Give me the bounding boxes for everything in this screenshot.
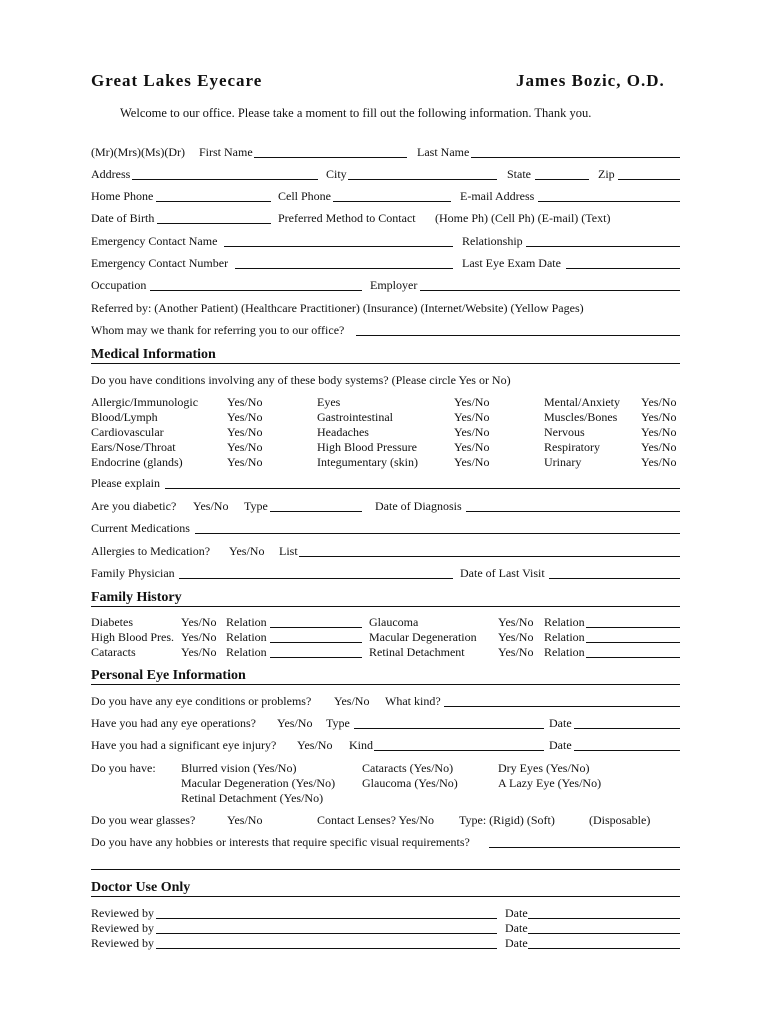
glasses-yes-no[interactable]: Yes/No [227,813,263,827]
operation-date-label: Date [549,716,572,730]
condition-label: Urinary [544,455,582,469]
address-field[interactable] [132,167,318,180]
relation-field[interactable] [270,630,362,643]
family-condition-label: Retinal Detachment [369,645,465,659]
condition-label: Ears/Nose/Throat [91,440,176,454]
state-field[interactable] [535,167,589,180]
injury-yes-no[interactable]: Yes/No [297,738,333,752]
family-yes-no[interactable]: Yes/No [498,630,534,644]
relation-field[interactable] [270,645,362,658]
condition-label: Allergic/Immunologic [91,395,199,409]
relation-field[interactable] [586,645,680,658]
condition-label: Blood/Lymph [91,410,158,424]
condition-label: Nervous [544,425,585,439]
review-date-field[interactable] [528,936,680,949]
occupation-field[interactable] [150,278,362,291]
relation-field[interactable] [270,615,362,628]
yes-no-option[interactable]: Yes/No [641,455,677,469]
family-condition-label: Glaucoma [369,615,419,629]
allergies-list-label: List [279,544,298,558]
cell-phone-field[interactable] [333,189,451,202]
reviewed-by-field[interactable] [156,921,497,934]
yes-no-option[interactable]: Yes/No [227,395,263,409]
family-condition-label: Diabetes [91,615,133,629]
diabetes-type-field[interactable] [270,499,362,512]
thank-referrer-label: Whom may we thank for referring you to our office? [91,323,345,337]
eye-condition-option[interactable]: Glaucoma (Yes/No) [362,776,458,790]
contacts-question[interactable]: Contact Lenses? Yes/No [317,813,434,827]
emergency-number-label: Emergency Contact Number [91,256,229,270]
family-condition-label: Cataracts [91,645,136,659]
diabetes-type-label: Type [244,499,268,513]
review-date-label: Date [505,921,528,935]
what-kind-field[interactable] [444,694,680,707]
doctor-name: James Bozic, O.D. [516,71,665,90]
dob-label: Date of Birth [91,211,155,225]
operations-label: Have you had any eye operations? [91,716,256,730]
email-field[interactable] [538,189,680,202]
condition-label: Headaches [317,425,369,439]
operation-date-field[interactable] [574,716,680,729]
operations-yes-no[interactable]: Yes/No [277,716,313,730]
thank-referrer-field[interactable] [356,323,680,336]
relation-field[interactable] [586,615,680,628]
first-name-field[interactable] [254,145,407,158]
glasses-label: Do you wear glasses? [91,813,196,827]
cell-phone-label: Cell Phone [278,189,331,203]
family-yes-no[interactable]: Yes/No [181,645,217,659]
relation-label: Relation [544,645,585,659]
condition-label: Mental/Anxiety [544,395,620,409]
employer-label: Employer [370,278,418,292]
yes-no-option[interactable]: Yes/No [454,440,490,454]
condition-label: Muscles/Bones [544,410,618,424]
relation-label: Relation [226,645,267,659]
eye-section-heading [91,667,680,685]
explain-label: Please explain [91,476,160,490]
zip-label: Zip [598,167,615,181]
injury-label: Have you had a significant eye injury? [91,738,277,752]
reviewed-by-field[interactable] [156,936,497,949]
family-heading-text: Family History [91,590,182,605]
condition-label: Gastrointestinal [317,410,393,424]
explain-field[interactable] [165,476,680,489]
employer-field[interactable] [420,278,680,291]
family-section-heading [91,589,680,607]
home-phone-field[interactable] [156,189,271,202]
medications-label: Current Medications [91,521,190,535]
yes-no-option[interactable]: Yes/No [454,395,490,409]
review-date-label: Date [505,936,528,950]
condition-label: Eyes [317,395,341,409]
reviewed-by-label: Reviewed by [91,921,154,935]
family-yes-no[interactable]: Yes/No [181,630,217,644]
hobbies-label: Do you have any hobbies or interests that require specific visual requirements? [91,835,470,849]
relation-label: Relation [544,630,585,644]
last-visit-label: Date of Last Visit [460,566,545,580]
eye-condition-option[interactable]: A Lazy Eye (Yes/No) [498,776,602,790]
emergency-name-field[interactable] [224,234,453,247]
eye-condition-option[interactable]: Blurred vision (Yes/No) [181,761,297,775]
yes-no-option[interactable]: Yes/No [454,410,490,424]
medical-heading-text: Medical Information [91,347,216,362]
last-visit-field[interactable] [549,566,680,579]
operation-type-label: Type [326,716,350,730]
last-exam-field[interactable] [566,256,680,269]
contact-method-label: Preferred Method to Contact [278,211,416,225]
condition-label: Endocrine (glands) [91,455,183,469]
dob-field[interactable] [157,211,271,224]
relation-label: Relation [544,615,585,629]
yes-no-option[interactable]: Yes/No [641,395,677,409]
diagnosis-date-label: Date of Diagnosis [375,499,462,513]
condition-label: Respiratory [544,440,600,454]
condition-label: Integumentary (skin) [317,455,418,469]
title-options[interactable]: (Mr)(Mrs)(Ms)(Dr) [91,145,185,159]
family-yes-no[interactable]: Yes/No [498,615,534,629]
allergies-list-field[interactable] [299,544,680,557]
family-condition-label: Macular Degeneration [369,630,477,644]
relation-label: Relation [226,615,267,629]
body-systems-question: Do you have conditions involving any of these body systems? (Please circle Yes or No) [91,373,511,387]
yes-no-option[interactable]: Yes/No [227,455,263,469]
city-field[interactable] [348,167,497,180]
medical-section-heading [91,346,680,364]
diabetic-label: Are you diabetic? [91,499,177,513]
last-name-label: Last Name [417,145,470,159]
emergency-number-field[interactable] [235,256,453,269]
hobbies-field[interactable] [489,835,680,848]
family-yes-no[interactable]: Yes/No [181,615,217,629]
relationship-field[interactable] [526,234,680,247]
reviewed-by-label: Reviewed by [91,936,154,950]
injury-kind-label: Kind [349,738,373,752]
referred-by-options[interactable]: Referred by: (Another Patient) (Healthcare Practitioner) (Insurance) (Internet/Website) (Yellow Pages) [91,301,584,315]
state-label: State [507,167,531,181]
medications-field[interactable] [195,521,680,534]
relation-field[interactable] [586,630,680,643]
yes-no-option[interactable]: Yes/No [641,410,677,424]
injury-date-field[interactable] [574,738,680,751]
first-name-label: First Name [199,145,253,159]
eye-conditions-label: Do you have any eye conditions or problems? [91,694,312,708]
eye-conditions-yes-no[interactable]: Yes/No [334,694,370,708]
eye-condition-option[interactable]: Retinal Detachment (Yes/No) [181,791,324,805]
relation-label: Relation [226,630,267,644]
last-name-field[interactable] [471,145,680,158]
yes-no-option[interactable]: Yes/No [227,440,263,454]
condition-label: Cardiovascular [91,425,164,439]
review-date-field[interactable] [528,906,680,919]
welcome-text: Welcome to our office. Please take a moment to fill out the following information. Thank you. [120,106,592,120]
occupation-label: Occupation [91,278,147,292]
physician-field[interactable] [179,566,453,579]
condition-label: High Blood Pressure [317,440,417,454]
diabetic-yes-no[interactable]: Yes/No [193,499,229,513]
family-yes-no[interactable]: Yes/No [498,645,534,659]
city-label: City [326,167,347,181]
injury-date-label: Date [549,738,572,752]
do-you-have-label: Do you have: [91,761,156,775]
doctor-section-heading [91,879,680,897]
diagnosis-date-field[interactable] [466,499,680,512]
family-condition-label: High Blood Pres. [91,630,175,644]
what-kind-label: What kind? [385,694,441,708]
contact-method-options[interactable]: (Home Ph) (Cell Ph) (E-mail) (Text) [435,211,611,225]
yes-no-option[interactable]: Yes/No [641,440,677,454]
allergies-yes-no[interactable]: Yes/No [229,544,265,558]
injury-kind-field[interactable] [374,738,544,751]
yes-no-option[interactable]: Yes/No [454,425,490,439]
address-label: Address [91,167,131,181]
yes-no-option[interactable]: Yes/No [641,425,677,439]
lens-type-options[interactable]: Type: (Rigid) (Soft) [459,813,555,827]
yes-no-option[interactable]: Yes/No [454,455,490,469]
physician-label: Family Physician [91,566,175,580]
emergency-name-label: Emergency Contact Name [91,234,218,248]
eye-heading-text: Personal Eye Information [91,668,246,683]
reviewed-by-label: Reviewed by [91,906,154,920]
eye-condition-option[interactable]: Cataracts (Yes/No) [362,761,454,775]
email-label: E-mail Address [460,189,535,203]
practice-name: Great Lakes Eyecare [91,71,263,90]
home-phone-label: Home Phone [91,189,154,203]
eye-condition-option[interactable]: Macular Degeneration (Yes/No) [181,776,336,790]
relationship-label: Relationship [462,234,523,248]
review-date-field[interactable] [528,921,680,934]
reviewed-by-field[interactable] [156,906,497,919]
yes-no-option[interactable]: Yes/No [227,425,263,439]
review-date-label: Date [505,906,528,920]
last-exam-label: Last Eye Exam Date [462,256,561,270]
disposable-option[interactable]: (Disposable) [589,813,651,827]
hobbies-field-continued[interactable] [91,857,680,870]
yes-no-option[interactable]: Yes/No [227,410,263,424]
allergies-label: Allergies to Medication? [91,544,211,558]
zip-field[interactable] [618,167,680,180]
doctor-heading-text: Doctor Use Only [91,880,191,895]
operation-type-field[interactable] [354,716,544,729]
eye-condition-option[interactable]: Dry Eyes (Yes/No) [498,761,590,775]
